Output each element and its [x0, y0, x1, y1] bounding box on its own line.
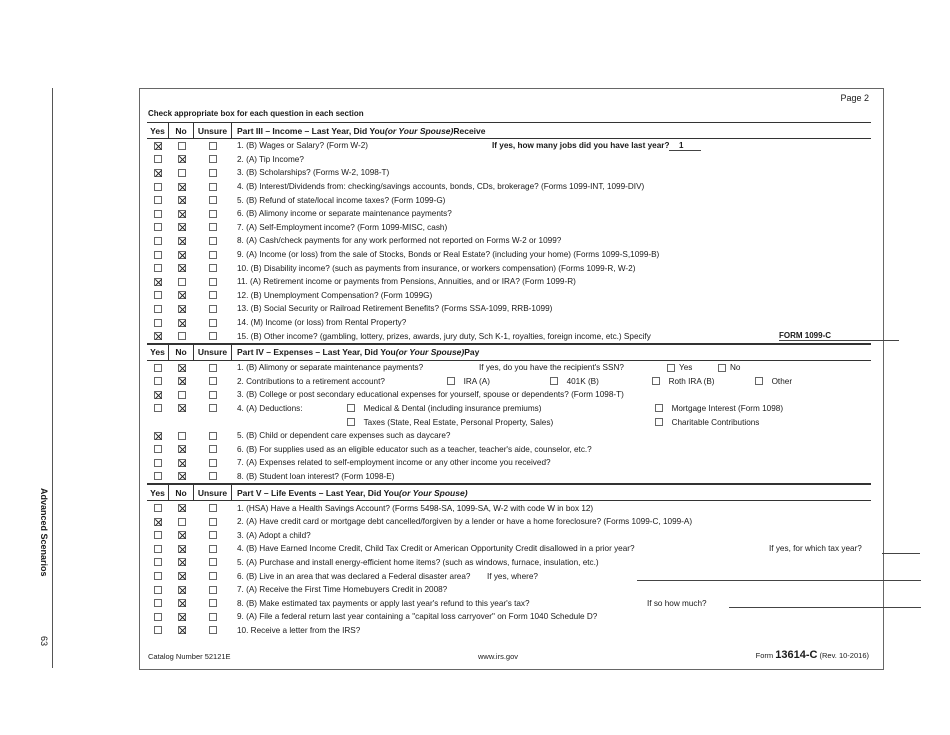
unsure-checkbox[interactable]	[209, 169, 217, 177]
no-checkbox[interactable]	[178, 545, 186, 553]
medical-dental-label: Medical & Dental (including insurance premiums)	[363, 403, 542, 413]
part4-q2-row	[147, 375, 871, 389]
unsure-checkbox[interactable]	[209, 183, 217, 191]
yes-checkbox[interactable]	[154, 558, 162, 566]
no-checkbox[interactable]	[178, 572, 186, 580]
p4-q2-no-checkbox[interactable]	[178, 377, 186, 385]
p4-q2-text: 2. Contributions to a retirement account?	[237, 376, 385, 386]
yes-checkbox[interactable]	[154, 210, 162, 218]
followup-question: If yes, how many jobs did you have last year?	[492, 141, 670, 151]
question-text: 7. (A) Expenses related to self-employment income or any other income you received?	[237, 458, 551, 468]
no-checkbox[interactable]	[178, 196, 186, 204]
yes-checkbox[interactable]	[154, 472, 162, 480]
yes-checkbox[interactable]	[154, 278, 162, 286]
unsure-checkbox[interactable]	[209, 196, 217, 204]
followup-question: If so how much?	[647, 598, 707, 608]
question-text: 8. (B) Student loan interest? (Form 1098-E)	[237, 471, 395, 481]
question-row	[147, 542, 871, 556]
no-checkbox[interactable]	[178, 169, 186, 177]
no-checkbox[interactable]	[178, 531, 186, 539]
yes-checkbox[interactable]	[154, 142, 162, 150]
roth-ira-label: Roth IRA (B)	[668, 376, 715, 386]
question-text: 8. (A) Cash/check payments for any work performed not reported on Forms W-2 or 1099?	[237, 236, 562, 246]
unsure-checkbox[interactable]	[209, 613, 217, 621]
col-no-header: No	[169, 345, 194, 360]
margin-section-title: Advanced Scenarios	[39, 488, 49, 577]
question-text: 6. (B) Live in an area that was declared a Federal disaster area?	[237, 571, 471, 581]
part5-header	[147, 483, 871, 501]
p4-q3-unsure-checkbox[interactable]	[209, 391, 217, 399]
part4-header	[147, 343, 871, 361]
question-row	[147, 221, 871, 235]
part4-title: Part IV – Expenses – Last Year, Did You (or Your Spouse) Pay	[237, 347, 480, 358]
question-text: 6. (B) For supplies used as an eligible educator such as a teacher, teacher's aide, counselor, etc.?	[237, 444, 592, 454]
unsure-checkbox[interactable]	[209, 291, 217, 299]
question-text: 10. Receive a letter from the IRS?	[237, 625, 361, 635]
question-text: 2. (A) Have credit card or mortgage debt cancelled/forgiven by a lender or have a home foreclosure? (Forms 1099-C, 1099-A)	[237, 517, 693, 527]
question-row	[147, 248, 871, 262]
unsure-checkbox[interactable]	[209, 210, 217, 218]
no-checkbox[interactable]	[178, 586, 186, 594]
question-text: 5. (B) Child or dependent care expenses such as daycare?	[237, 431, 451, 441]
part4-questions-rest	[147, 429, 871, 483]
margin-page-number: 63	[39, 636, 49, 647]
yes-checkbox[interactable]	[154, 504, 162, 512]
question-text: 14. (M) Income (or loss) from Rental Property?	[237, 318, 407, 328]
form-instruction: Check appropriate box for each question in each section	[148, 109, 364, 118]
question-row	[147, 261, 871, 275]
no-checkbox[interactable]	[178, 142, 186, 150]
unsure-checkbox[interactable]	[209, 545, 217, 553]
margin-rule	[52, 88, 53, 668]
question-text: 3. (A) Adopt a child?	[237, 530, 311, 540]
question-text: 4. (B) Have Earned Income Credit, Child Tax Credit or American Opportunity Credit disallowed in a prior year?	[237, 544, 635, 554]
question-text: 1. (B) Wages or Salary? (Form W-2)	[237, 141, 369, 151]
no-checkbox[interactable]	[178, 305, 186, 313]
unsure-checkbox[interactable]	[209, 332, 217, 340]
yes-checkbox[interactable]	[154, 251, 162, 259]
question-row	[147, 470, 871, 484]
yes-checkbox[interactable]	[154, 545, 162, 553]
ssn-yes-label: Yes	[679, 363, 693, 373]
part3-questions	[147, 139, 871, 343]
no-checkbox[interactable]	[178, 518, 186, 526]
yes-checkbox[interactable]	[154, 155, 162, 163]
part4-q1-row	[147, 361, 871, 375]
question-row	[147, 289, 871, 303]
question-row	[147, 207, 871, 221]
charitable-checkbox[interactable]	[655, 418, 663, 426]
p4-q3-text: 3. (B) College or post secondary educational expenses for yourself, spouse or dependents? (Form 1098-T)	[237, 390, 624, 400]
401k-label: 401K (B)	[566, 376, 599, 386]
question-text: 7. (A) Self-Employment income? (Form 1099-MISC, cash)	[237, 222, 448, 232]
no-checkbox[interactable]	[178, 445, 186, 453]
p4-q1-text: 1. (B) Alimony or separate maintenance payments?	[237, 363, 424, 373]
yes-checkbox[interactable]	[154, 459, 162, 467]
question-row	[147, 624, 871, 638]
yes-checkbox[interactable]	[154, 264, 162, 272]
col-yes-header: Yes	[147, 485, 169, 500]
unsure-checkbox[interactable]	[209, 459, 217, 467]
part5-questions	[147, 501, 871, 637]
no-checkbox[interactable]	[178, 626, 186, 634]
p4-q1-unsure-checkbox[interactable]	[209, 364, 217, 372]
unsure-checkbox[interactable]	[209, 432, 217, 440]
ira-checkbox[interactable]	[447, 377, 455, 385]
no-checkbox[interactable]	[178, 599, 186, 607]
p4-q3-yes-checkbox[interactable]	[154, 391, 162, 399]
unsure-checkbox[interactable]	[209, 251, 217, 259]
no-checkbox[interactable]	[178, 558, 186, 566]
p4-q2-yes-checkbox[interactable]	[154, 377, 162, 385]
yes-checkbox[interactable]	[154, 237, 162, 245]
p4-q3-no-checkbox[interactable]	[178, 391, 186, 399]
charitable-label: Charitable Contributions	[671, 417, 760, 427]
yes-checkbox[interactable]	[154, 223, 162, 231]
question-row	[147, 442, 871, 456]
unsure-checkbox[interactable]	[209, 531, 217, 539]
unsure-checkbox[interactable]	[209, 586, 217, 594]
answer-field[interactable]	[669, 139, 701, 151]
question-row	[147, 139, 871, 153]
roth-ira-checkbox[interactable]	[652, 377, 660, 385]
unsure-checkbox[interactable]	[209, 155, 217, 163]
part4-q4-row-cont	[147, 415, 871, 429]
col-unsure-header: Unsure	[194, 485, 232, 500]
401k-checkbox[interactable]	[550, 377, 558, 385]
question-text: 6. (B) Alimony income or separate maintenance payments?	[237, 209, 452, 219]
p4-q4-yes-checkbox[interactable]	[154, 404, 162, 412]
no-checkbox[interactable]	[178, 432, 186, 440]
col-yes-header: Yes	[147, 345, 169, 360]
yes-checkbox[interactable]	[154, 626, 162, 634]
p4-q2-unsure-checkbox[interactable]	[209, 377, 217, 385]
unsure-checkbox[interactable]	[209, 142, 217, 150]
page-label: Page 2	[840, 93, 869, 103]
question-row	[147, 515, 871, 529]
answer-value: 1	[679, 141, 684, 150]
p4-q1-ssn-question: If yes, do you have the recipient's SSN?	[479, 363, 624, 373]
no-checkbox[interactable]	[178, 210, 186, 218]
yes-checkbox[interactable]	[154, 445, 162, 453]
question-row	[147, 180, 871, 194]
question-row	[147, 596, 871, 610]
unsure-checkbox[interactable]	[209, 572, 217, 580]
question-row	[147, 316, 871, 330]
no-checkbox[interactable]	[178, 278, 186, 286]
yes-checkbox[interactable]	[154, 599, 162, 607]
part3-title: Part III – Income – Last Year, Did You (or Your Spouse) Receive	[237, 125, 486, 136]
answer-field[interactable]	[882, 542, 920, 554]
part4-q3-row	[147, 388, 871, 402]
unsure-checkbox[interactable]	[209, 223, 217, 231]
yes-checkbox[interactable]	[154, 531, 162, 539]
answer-field[interactable]	[779, 329, 899, 341]
p4-q4-text: 4. (A) Deductions:	[237, 403, 303, 413]
part4-q4-row	[147, 402, 871, 416]
no-checkbox[interactable]	[178, 183, 186, 191]
col-no-header: No	[169, 485, 194, 500]
p4-q4-no-checkbox[interactable]	[178, 404, 186, 412]
part3-header	[147, 122, 871, 139]
question-row	[147, 569, 871, 583]
question-text: 5. (B) Refund of state/local income taxes? (Form 1099-G)	[237, 195, 446, 205]
yes-checkbox[interactable]	[154, 586, 162, 594]
question-table	[147, 122, 871, 637]
answer-value: FORM 1099-C	[779, 331, 832, 341]
no-checkbox[interactable]	[178, 613, 186, 621]
no-checkbox[interactable]	[178, 332, 186, 340]
ira-label: IRA (A)	[463, 376, 490, 386]
form-footer	[148, 647, 869, 661]
followup-question: If yes, for which tax year?	[769, 544, 862, 554]
question-row	[147, 275, 871, 289]
question-row	[147, 234, 871, 248]
unsure-checkbox[interactable]	[209, 445, 217, 453]
question-text: 8. (B) Make estimated tax payments or apply last year's refund to this year's tax?	[237, 598, 530, 608]
catalog-number: Catalog Number 52121E	[148, 652, 231, 661]
taxes-label: Taxes (State, Real Estate, Personal Property, Sales)	[363, 417, 554, 427]
yes-checkbox[interactable]	[154, 432, 162, 440]
unsure-checkbox[interactable]	[209, 278, 217, 286]
p4-q1-no-checkbox[interactable]	[178, 364, 186, 372]
p4-q4-unsure-checkbox[interactable]	[209, 404, 217, 412]
part5-title: Part V – Life Events – Last Year, Did You (or Your Spouse)	[237, 487, 468, 498]
question-row	[147, 302, 871, 316]
no-checkbox[interactable]	[178, 291, 186, 299]
yes-checkbox[interactable]	[154, 169, 162, 177]
unsure-checkbox[interactable]	[209, 504, 217, 512]
intake-form-page	[139, 88, 884, 670]
unsure-checkbox[interactable]	[209, 319, 217, 327]
unsure-checkbox[interactable]	[209, 599, 217, 607]
unsure-checkbox[interactable]	[209, 264, 217, 272]
no-checkbox[interactable]	[178, 472, 186, 480]
yes-checkbox[interactable]	[154, 305, 162, 313]
no-checkbox[interactable]	[178, 223, 186, 231]
yes-checkbox[interactable]	[154, 518, 162, 526]
question-row	[147, 556, 871, 570]
yes-checkbox[interactable]	[154, 613, 162, 621]
followup-question: If yes, where?	[487, 571, 538, 581]
question-text: 11. (A) Retirement income or payments from Pensions, Annuities, and or IRA? (Form 1099-R)	[237, 277, 576, 287]
no-checkbox[interactable]	[178, 251, 186, 259]
unsure-checkbox[interactable]	[209, 558, 217, 566]
other-retirement-label: Other	[771, 376, 793, 386]
question-row	[147, 166, 871, 180]
question-text: 9. (A) Income (or loss) from the sale of Stocks, Bonds or Real Estate? (including your home) (Forms 1099-S,1099-B)	[237, 250, 660, 260]
question-row	[147, 429, 871, 443]
question-row	[147, 193, 871, 207]
question-text: 5. (A) Purchase and install energy-efficient home items? (such as windows, furnace, insulation, etc.)	[237, 557, 599, 567]
question-text: 2. (A) Tip Income?	[237, 154, 304, 164]
question-text: 4. (B) Interest/Dividends from: checking/savings accounts, bonds, CDs, brokerage? (Forms 1099-INT, 1099-DIV)	[237, 182, 645, 192]
question-row	[147, 456, 871, 470]
answer-field[interactable]	[637, 569, 921, 581]
yes-checkbox[interactable]	[154, 196, 162, 204]
form-number: Form 13614-C (Rev. 10-2016)	[755, 649, 869, 661]
yes-checkbox[interactable]	[154, 332, 162, 340]
col-unsure-header: Unsure	[194, 345, 232, 360]
no-checkbox[interactable]	[178, 155, 186, 163]
answer-field[interactable]	[729, 596, 921, 608]
question-row	[147, 610, 871, 624]
question-text: 10. (B) Disability income? (such as payments from insurance, or workers compensation) (Forms 1099-R, W-2)	[237, 263, 636, 273]
ssn-no-label: No	[730, 363, 741, 373]
ssn-yes-checkbox[interactable]	[667, 364, 675, 372]
no-checkbox[interactable]	[178, 319, 186, 327]
unsure-checkbox[interactable]	[209, 305, 217, 313]
col-yes-header: Yes	[147, 123, 169, 138]
question-text: 7. (A) Receive the First Time Homebuyers Credit in 2008?	[237, 585, 448, 595]
yes-checkbox[interactable]	[154, 291, 162, 299]
col-unsure-header: Unsure	[194, 123, 232, 138]
question-text: 15. (B) Other income? (gambling, lottery, prizes, awards, jury duty, Sch K-1, royalties, foreign income, etc.) Specify	[237, 331, 651, 341]
question-text: 9. (A) File a federal return last year containing a "capital loss carryover" on Form 1040 Schedule D?	[237, 612, 598, 622]
question-text: 12. (B) Unemployment Compensation? (Form 1099G)	[237, 290, 433, 300]
question-text: 3. (B) Scholarships? (Forms W-2, 1098-T)	[237, 168, 390, 178]
taxes-checkbox[interactable]	[347, 418, 355, 426]
unsure-checkbox[interactable]	[209, 472, 217, 480]
question-text: 13. (B) Social Security or Railroad Retirement Benefits? (Forms SSA-1099, RRB-1099)	[237, 304, 553, 314]
question-row	[147, 153, 871, 167]
ssn-no-checkbox[interactable]	[718, 364, 726, 372]
medical-dental-checkbox[interactable]	[347, 404, 355, 412]
website: www.irs.gov	[478, 652, 519, 661]
question-row	[147, 501, 871, 515]
no-checkbox[interactable]	[178, 504, 186, 512]
other-retirement-checkbox[interactable]	[755, 377, 763, 385]
unsure-checkbox[interactable]	[209, 237, 217, 245]
p4-q1-yes-checkbox[interactable]	[154, 364, 162, 372]
question-text: 1. (HSA) Have a Health Savings Account? (Forms 5498-SA, 1099-SA, W-2 with code W in box 12)	[237, 503, 594, 513]
yes-checkbox[interactable]	[154, 572, 162, 580]
question-row	[147, 329, 871, 343]
no-checkbox[interactable]	[178, 264, 186, 272]
mortgage-interest-label: Mortgage Interest (Form 1098)	[671, 403, 784, 413]
mortgage-interest-checkbox[interactable]	[655, 404, 663, 412]
unsure-checkbox[interactable]	[209, 626, 217, 634]
yes-checkbox[interactable]	[154, 183, 162, 191]
unsure-checkbox[interactable]	[209, 518, 217, 526]
question-row	[147, 583, 871, 597]
no-checkbox[interactable]	[178, 459, 186, 467]
yes-checkbox[interactable]	[154, 319, 162, 327]
col-no-header: No	[169, 123, 194, 138]
question-row	[147, 528, 871, 542]
no-checkbox[interactable]	[178, 237, 186, 245]
